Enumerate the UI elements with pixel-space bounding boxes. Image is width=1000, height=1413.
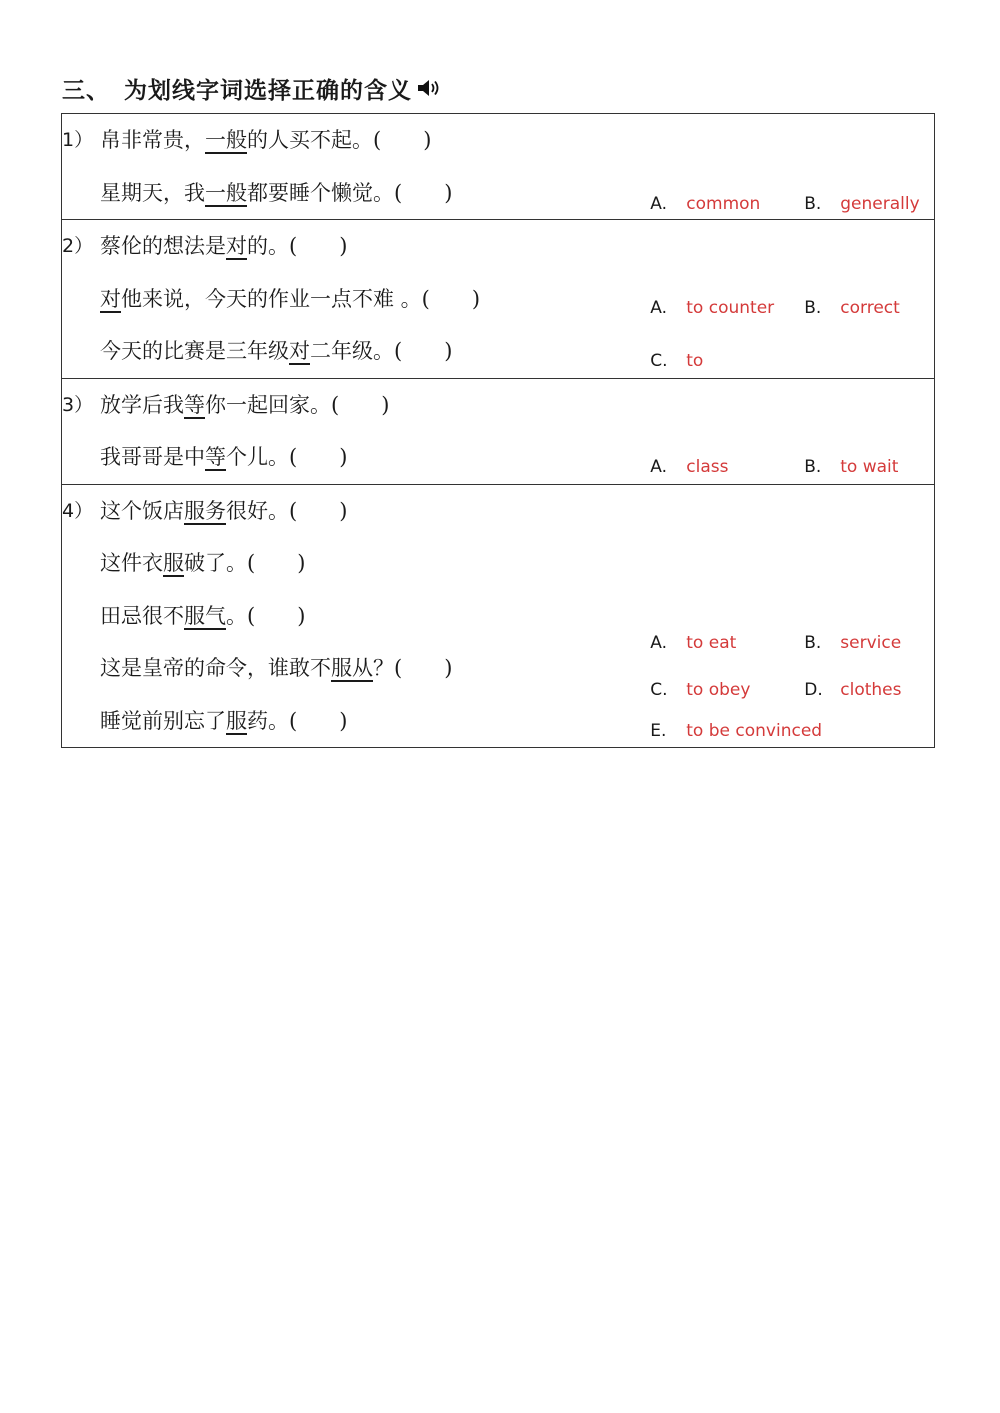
answer-blank[interactable]: 你一起回家。( ) bbox=[205, 392, 390, 417]
option[interactable]: B. correct bbox=[804, 298, 900, 318]
option[interactable]: A. to eat bbox=[650, 632, 737, 653]
worksheet-table bbox=[61, 113, 935, 748]
option[interactable]: B. to wait bbox=[804, 456, 899, 477]
sentence: 3） 放学后我 等 你一起回家。( ) bbox=[62, 379, 646, 432]
answer-blank[interactable]: 二年级。( ) bbox=[310, 339, 453, 363]
underlined-word: 对 bbox=[100, 286, 121, 311]
answer-blank[interactable]: 药。( ) bbox=[247, 708, 348, 733]
sentence: 田忌很不 服气 。( ) bbox=[62, 590, 646, 643]
option[interactable]: A. common bbox=[650, 194, 761, 214]
option[interactable]: C. to bbox=[650, 351, 704, 371]
underlined-word: 对 bbox=[289, 339, 310, 363]
question-number: 1） bbox=[62, 129, 94, 151]
underlined-word: 服 bbox=[163, 551, 184, 575]
answer-blank[interactable]: ？( ) bbox=[373, 656, 453, 680]
underlined-word: 等 bbox=[205, 445, 226, 469]
option[interactable]: C. to obey bbox=[650, 679, 751, 700]
option[interactable]: E. to be convinced bbox=[650, 720, 823, 741]
question-number: 3） bbox=[62, 393, 94, 416]
options-cell bbox=[646, 378, 934, 484]
underlined-word: 等 bbox=[184, 392, 205, 417]
sentence: 1） 帛非常贵， 一般 的人买不起。( ) bbox=[62, 114, 646, 167]
option[interactable]: B. service bbox=[804, 632, 902, 653]
section-title: 为划线字词选择正确的含义 bbox=[124, 77, 412, 104]
sentence: 2） 蔡伦的想法是 对 的。( ) bbox=[62, 220, 646, 273]
options-cell bbox=[646, 220, 934, 379]
option[interactable]: D. clothes bbox=[804, 679, 902, 700]
answer-blank[interactable]: 很好。( ) bbox=[226, 498, 348, 523]
underlined-word: 一般 bbox=[205, 128, 247, 152]
question-number: 4） bbox=[62, 499, 94, 522]
answer-blank[interactable]: 的。( ) bbox=[247, 234, 348, 258]
sentence: 今天的比赛是三年级 对 二年级。( ) bbox=[62, 325, 646, 378]
answer-blank[interactable]: 都要睡个懒觉。( ) bbox=[247, 180, 453, 205]
option[interactable]: B. generally bbox=[804, 194, 920, 214]
underlined-word: 服务 bbox=[184, 498, 226, 523]
question-row-1 bbox=[62, 114, 935, 220]
underlined-word: 对 bbox=[226, 234, 247, 258]
question-row-4 bbox=[62, 484, 935, 748]
question-row-3 bbox=[62, 378, 935, 484]
option[interactable]: A. class bbox=[650, 456, 729, 477]
section-number: 三、 bbox=[62, 77, 110, 104]
sentence bbox=[62, 273, 646, 326]
option[interactable]: A. to counter bbox=[650, 298, 775, 318]
sentence: 这是皇帝的命令，谁敢不 服从 ？( ) bbox=[62, 642, 646, 695]
question-number: 2） bbox=[62, 235, 94, 257]
sentence: 我哥哥是中 等 个儿。( ) bbox=[62, 431, 646, 484]
section-heading bbox=[62, 70, 442, 106]
answer-blank[interactable]: 个儿。( ) bbox=[226, 445, 348, 469]
answer-blank[interactable]: 。( ) bbox=[226, 603, 306, 628]
underlined-word: 服气 bbox=[184, 603, 226, 628]
answer-blank[interactable]: 破了。( ) bbox=[184, 551, 306, 575]
question-row-2 bbox=[62, 220, 935, 379]
sentence: 星期天，我 一般 都要睡个懒觉。( ) bbox=[62, 167, 646, 220]
answer-blank[interactable]: 的人买不起。( ) bbox=[247, 128, 432, 152]
underlined-word: 一般 bbox=[205, 180, 247, 205]
sentence: 睡觉前别忘了 服 药。( ) bbox=[62, 695, 646, 748]
sentence: 4） 这个饭店 服务 很好。( ) bbox=[62, 485, 646, 538]
underlined-word: 服 bbox=[226, 708, 247, 733]
speaker-icon[interactable] bbox=[416, 77, 442, 99]
underlined-word: 服从 bbox=[331, 656, 373, 680]
sentence: 这件衣 服 破了。( ) bbox=[62, 537, 646, 590]
options-cell bbox=[646, 114, 934, 220]
options-cell bbox=[646, 484, 934, 748]
answer-blank[interactable]: 他来说，今天的作业一点不难 。( ) bbox=[121, 286, 481, 311]
